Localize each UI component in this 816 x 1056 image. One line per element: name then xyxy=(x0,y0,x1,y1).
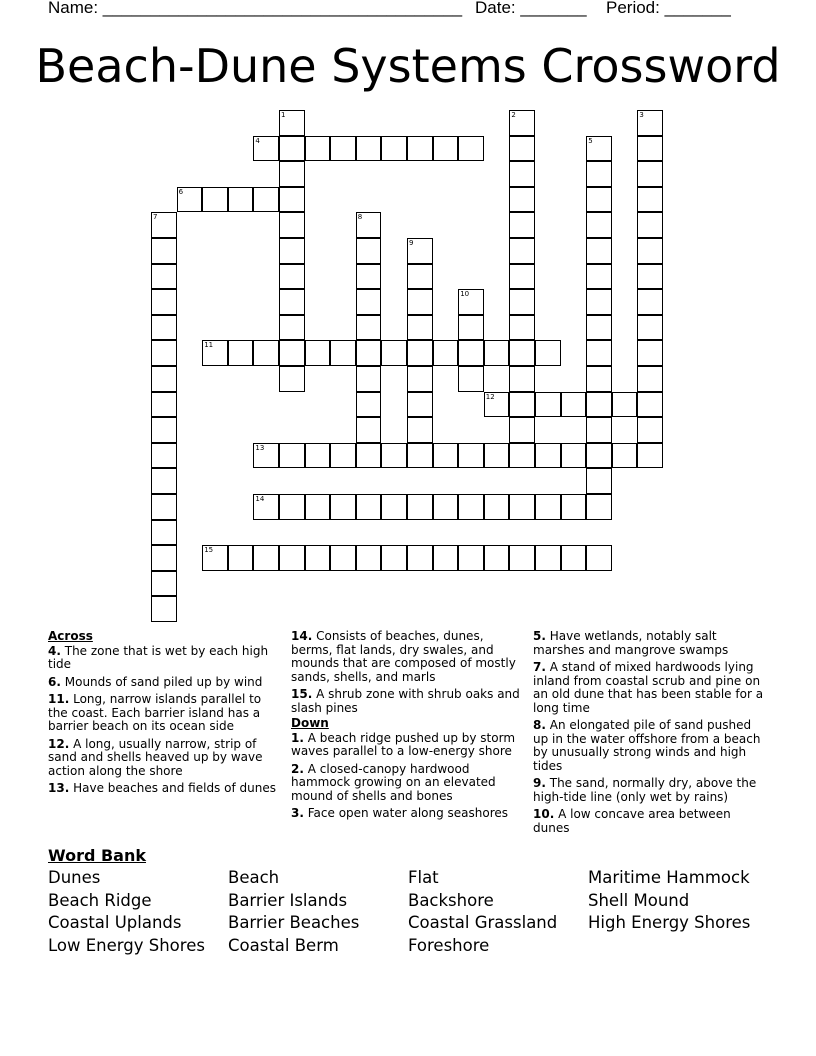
crossword-cell[interactable] xyxy=(509,392,535,418)
clue-number-label: 13 xyxy=(255,443,265,452)
crossword-cell[interactable] xyxy=(151,238,177,264)
clue-number-label: 15 xyxy=(204,546,214,555)
word-bank-item: Barrier Beaches xyxy=(228,913,360,933)
crossword-cell[interactable] xyxy=(356,315,382,341)
clue-down-10: 10. A low concave area between dunes xyxy=(533,807,731,835)
crossword-cell[interactable] xyxy=(433,494,459,520)
word-bank-item: Beach xyxy=(228,868,280,887)
word-bank-title: Word Bank xyxy=(48,846,147,865)
crossword-cell[interactable] xyxy=(509,238,535,264)
crossword-cell[interactable] xyxy=(305,494,331,520)
crossword-cell[interactable] xyxy=(637,315,663,341)
crossword-cell[interactable] xyxy=(356,443,382,469)
crossword-cell[interactable] xyxy=(151,289,177,315)
crossword-cell[interactable] xyxy=(279,238,305,264)
clue-across-15: 15. A shrub zone with shrub oaks and slash pines xyxy=(291,687,520,715)
crossword-cell[interactable] xyxy=(151,264,177,290)
crossword-cell[interactable] xyxy=(458,315,484,341)
clues-column-1 xyxy=(48,630,280,800)
crossword-cell[interactable] xyxy=(407,136,433,162)
word-bank-column xyxy=(228,867,408,957)
crossword-cell[interactable] xyxy=(586,468,612,494)
clue-down-5: 5. Have wetlands, notably salt marshes and mangrove swamps xyxy=(533,629,729,657)
crossword-cell[interactable] xyxy=(586,417,612,443)
clue-down-2: 2. A closed-canopy hardwood hammock growing on an elevated mound of shells and bones xyxy=(291,761,496,803)
word-bank-item: High Energy Shores xyxy=(588,913,751,933)
clue-number-label: 14 xyxy=(255,495,265,503)
crossword-cell[interactable] xyxy=(535,392,561,418)
crossword-cell[interactable] xyxy=(509,187,535,213)
crossword-cell[interactable] xyxy=(458,366,484,392)
crossword-cell[interactable] xyxy=(202,187,228,213)
crossword-cell[interactable] xyxy=(305,545,331,571)
crossword-cell[interactable] xyxy=(637,443,663,469)
word-bank-item: Maritime Hammock xyxy=(588,868,750,887)
crossword-cell[interactable] xyxy=(586,315,612,341)
clue-number-label: 7 xyxy=(153,213,158,222)
clue-across-12: 12. A long, usually narrow, strip of sand and shells heaved up by wave action along the shore xyxy=(48,736,263,778)
word-bank-item: Coastal Grassland xyxy=(408,913,558,933)
crossword-cell[interactable] xyxy=(509,136,535,162)
crossword-cell[interactable] xyxy=(509,494,535,520)
crossword-cell[interactable] xyxy=(586,238,612,264)
crossword-cell[interactable] xyxy=(356,289,382,315)
crossword-cell[interactable] xyxy=(458,340,484,366)
clue-across-4: 4. The zone that is wet by each high tide xyxy=(48,643,269,671)
crossword-cell[interactable] xyxy=(407,264,433,290)
crossword-cell[interactable] xyxy=(637,187,663,213)
crossword-cell[interactable] xyxy=(637,417,663,443)
crossword-cell[interactable] xyxy=(458,443,484,469)
crossword-cell[interactable] xyxy=(509,315,535,341)
crossword-cell[interactable] xyxy=(356,545,382,571)
crossword-cell[interactable] xyxy=(151,392,177,418)
crossword-cell[interactable] xyxy=(509,289,535,315)
clue-down-7: 7. A stand of mixed hardwoods lying inland from coastal scrub and pine on an old dune that has been stable for a long time xyxy=(533,660,764,715)
clue-number-label: 5 xyxy=(588,136,593,145)
crossword-cell[interactable] xyxy=(330,443,356,469)
word-bank-item: Beach Ridge xyxy=(48,890,152,910)
crossword-cell[interactable] xyxy=(407,494,433,520)
word-bank-item: Low Energy Shores xyxy=(48,935,205,955)
crossword-cell[interactable] xyxy=(279,315,305,341)
crossword-cell[interactable] xyxy=(151,366,177,392)
crossword-cell[interactable] xyxy=(151,417,177,443)
crossword-cell[interactable] xyxy=(484,443,510,469)
crossword-cell[interactable] xyxy=(509,366,535,392)
clue-across-11: 11. Long, narrow islands parallel to the coast. Each barrier island has a barrier beach on its ocean side xyxy=(48,692,262,733)
clue-number-label: 6 xyxy=(178,187,184,196)
clue-number-label: 1 xyxy=(281,111,286,119)
crossword-cell[interactable] xyxy=(509,443,535,469)
crossword-cell[interactable] xyxy=(433,136,459,162)
word-bank-column xyxy=(408,867,588,957)
crossword-cell[interactable] xyxy=(356,264,382,290)
crossword-cell[interactable] xyxy=(330,494,356,520)
crossword-cell[interactable] xyxy=(253,545,279,571)
crossword-cell[interactable] xyxy=(279,136,305,162)
crossword-cell[interactable] xyxy=(151,596,177,622)
crossword-cell[interactable] xyxy=(586,494,612,520)
word-bank-item: Coastal Uplands xyxy=(48,913,182,933)
crossword-cell[interactable] xyxy=(586,289,612,315)
crossword-cell[interactable] xyxy=(484,494,510,520)
crossword-cell[interactable] xyxy=(484,545,510,571)
crossword-cell[interactable] xyxy=(253,340,279,366)
clue-number-label: 8 xyxy=(357,213,363,222)
crossword-cell[interactable] xyxy=(509,545,535,571)
crossword-cell[interactable] xyxy=(407,417,433,443)
name-field[interactable]: Name: ______________________________________ xyxy=(48,0,463,17)
word-bank-item: Dunes xyxy=(48,868,101,887)
clue-down-8: 8. An elongated pile of sand pushed up in the water offshore from a beach by unusually strong winds and high tides xyxy=(533,718,761,773)
crossword-cell[interactable] xyxy=(356,417,382,443)
date-field[interactable]: Date: _______ xyxy=(475,0,587,17)
crossword-cell[interactable] xyxy=(535,340,561,366)
crossword-cell[interactable] xyxy=(637,366,663,392)
word-bank-item: Shell Mound xyxy=(588,890,690,910)
clue-down-9: 9. The sand, normally dry, above the high-tide line (only wet by rains) xyxy=(533,776,757,804)
crossword-cell[interactable] xyxy=(381,136,407,162)
word-bank-item: Backshore xyxy=(408,890,494,910)
crossword-cell[interactable] xyxy=(228,187,254,213)
crossword-cell[interactable] xyxy=(151,468,177,494)
crossword-cell[interactable] xyxy=(305,443,331,469)
crossword-cell[interactable] xyxy=(433,545,459,571)
crossword-cell[interactable] xyxy=(612,392,638,418)
crossword-cell[interactable] xyxy=(356,392,382,418)
crossword-cell[interactable] xyxy=(407,340,433,366)
clue-across-13: 13. Have beaches and fields of dunes xyxy=(48,781,276,795)
crossword-cell[interactable] xyxy=(151,545,177,571)
crossword-cell[interactable] xyxy=(561,443,587,469)
clue-number-label: 10 xyxy=(460,290,470,299)
crossword-cell[interactable] xyxy=(407,443,433,469)
crossword-cell[interactable] xyxy=(407,315,433,341)
word-bank-item: Flat xyxy=(408,868,439,887)
crossword-cell[interactable] xyxy=(356,340,382,366)
word-bank-item: Foreshore xyxy=(408,935,490,955)
clue-number-label: 12 xyxy=(485,392,495,401)
crossword-cell[interactable] xyxy=(637,392,663,418)
crossword-cell[interactable] xyxy=(637,238,663,264)
crossword-cell[interactable] xyxy=(637,136,663,162)
clue-number-label: 9 xyxy=(409,239,414,247)
crossword-cell[interactable] xyxy=(586,366,612,392)
crossword-cell[interactable] xyxy=(407,545,433,571)
word-bank-item: Coastal Berm xyxy=(228,935,339,955)
crossword-cell[interactable] xyxy=(151,494,177,520)
clue-number-label: 4 xyxy=(255,136,260,145)
crossword-cell[interactable] xyxy=(356,494,382,520)
crossword-cell[interactable] xyxy=(253,187,279,213)
crossword-cell[interactable] xyxy=(381,494,407,520)
crossword-cell[interactable] xyxy=(509,264,535,290)
across-heading: Across xyxy=(48,629,93,643)
crossword-cell[interactable] xyxy=(535,545,561,571)
clue-across-14: 14. Consists of beaches, dunes, berms, flat lands, dry swales, and mounds that are composed of mostly sands, shells, and marls xyxy=(291,629,516,684)
crossword-cell[interactable] xyxy=(151,571,177,597)
clue-across-6: 6. Mounds of sand piled up by wind xyxy=(48,674,263,689)
crossword-cell[interactable] xyxy=(381,340,407,366)
crossword-cell[interactable] xyxy=(330,545,356,571)
clue-down-3: 3. Face open water along seashores xyxy=(291,806,509,820)
crossword-cell[interactable] xyxy=(586,212,612,238)
crossword-cell[interactable] xyxy=(279,340,305,366)
word-bank-item: Barrier Islands xyxy=(228,890,348,910)
crossword-cell[interactable] xyxy=(151,443,177,469)
crossword-cell[interactable] xyxy=(356,238,382,264)
crossword-cell[interactable] xyxy=(279,545,305,571)
clue-number-label: 3 xyxy=(639,111,644,119)
crossword-cell[interactable] xyxy=(151,315,177,341)
crossword-cell[interactable] xyxy=(586,392,612,418)
crossword-cell[interactable] xyxy=(561,545,587,571)
page-title: Beach-Dune Systems Crossword xyxy=(35,39,781,93)
crossword-cell[interactable] xyxy=(535,494,561,520)
clue-down-1: 1. A beach ridge pushed up by storm waves parallel to a low-energy shore xyxy=(291,730,516,758)
clue-number-label: 2 xyxy=(511,111,516,119)
crossword-cell[interactable] xyxy=(637,289,663,315)
crossword-cell[interactable] xyxy=(381,545,407,571)
crossword-cell[interactable] xyxy=(305,136,331,162)
crossword-cell[interactable] xyxy=(356,366,382,392)
crossword-cell[interactable] xyxy=(637,161,663,187)
crossword-cell[interactable] xyxy=(279,494,305,520)
clue-number-label: 11 xyxy=(204,341,214,350)
crossword-cell[interactable] xyxy=(356,136,382,162)
crossword-cell[interactable] xyxy=(637,340,663,366)
crossword-cell[interactable] xyxy=(407,366,433,392)
word-bank-column xyxy=(48,867,228,957)
crossword-cell[interactable] xyxy=(228,545,254,571)
crossword-cell[interactable] xyxy=(433,443,459,469)
crossword-cell[interactable] xyxy=(586,545,612,571)
crossword-cell[interactable] xyxy=(279,161,305,187)
crossword-cell[interactable] xyxy=(458,545,484,571)
crossword-cell[interactable] xyxy=(535,443,561,469)
period-field[interactable]: Period: _______ xyxy=(606,0,731,17)
crossword-cell[interactable] xyxy=(509,340,535,366)
crossword-cell[interactable] xyxy=(407,289,433,315)
crossword-cell[interactable] xyxy=(330,136,356,162)
crossword-cell[interactable] xyxy=(330,340,356,366)
crossword-cell[interactable] xyxy=(458,136,484,162)
crossword-cell[interactable] xyxy=(433,340,459,366)
crossword-cell[interactable] xyxy=(279,212,305,238)
crossword-cell[interactable] xyxy=(586,187,612,213)
crossword-cell[interactable] xyxy=(279,187,305,213)
down-heading: Down xyxy=(291,716,329,730)
crossword-cell[interactable] xyxy=(612,443,638,469)
crossword-cell[interactable] xyxy=(509,212,535,238)
crossword-cell[interactable] xyxy=(637,212,663,238)
crossword-cell[interactable] xyxy=(586,264,612,290)
crossword-cell[interactable] xyxy=(305,340,331,366)
crossword-cell[interactable] xyxy=(151,340,177,366)
clues-column-2 xyxy=(291,630,523,825)
crossword-cell[interactable] xyxy=(279,366,305,392)
crossword-cell[interactable] xyxy=(586,340,612,366)
clues-column-3 xyxy=(533,630,769,839)
crossword-cell[interactable] xyxy=(586,161,612,187)
crossword-cell[interactable] xyxy=(381,443,407,469)
crossword-cell[interactable] xyxy=(509,417,535,443)
crossword-cell[interactable] xyxy=(637,264,663,290)
crossword-cell[interactable] xyxy=(151,520,177,546)
crossword-cell[interactable] xyxy=(561,392,587,418)
crossword-cell[interactable] xyxy=(458,494,484,520)
crossword-cell[interactable] xyxy=(407,392,433,418)
crossword-cell[interactable] xyxy=(228,340,254,366)
crossword-cell[interactable] xyxy=(279,289,305,315)
crossword-cell[interactable] xyxy=(279,264,305,290)
word-bank-column xyxy=(588,867,768,935)
crossword-cell[interactable] xyxy=(279,443,305,469)
crossword-cell[interactable] xyxy=(561,494,587,520)
crossword-cell[interactable] xyxy=(484,340,510,366)
crossword-cell[interactable] xyxy=(586,443,612,469)
crossword-cell[interactable] xyxy=(509,161,535,187)
